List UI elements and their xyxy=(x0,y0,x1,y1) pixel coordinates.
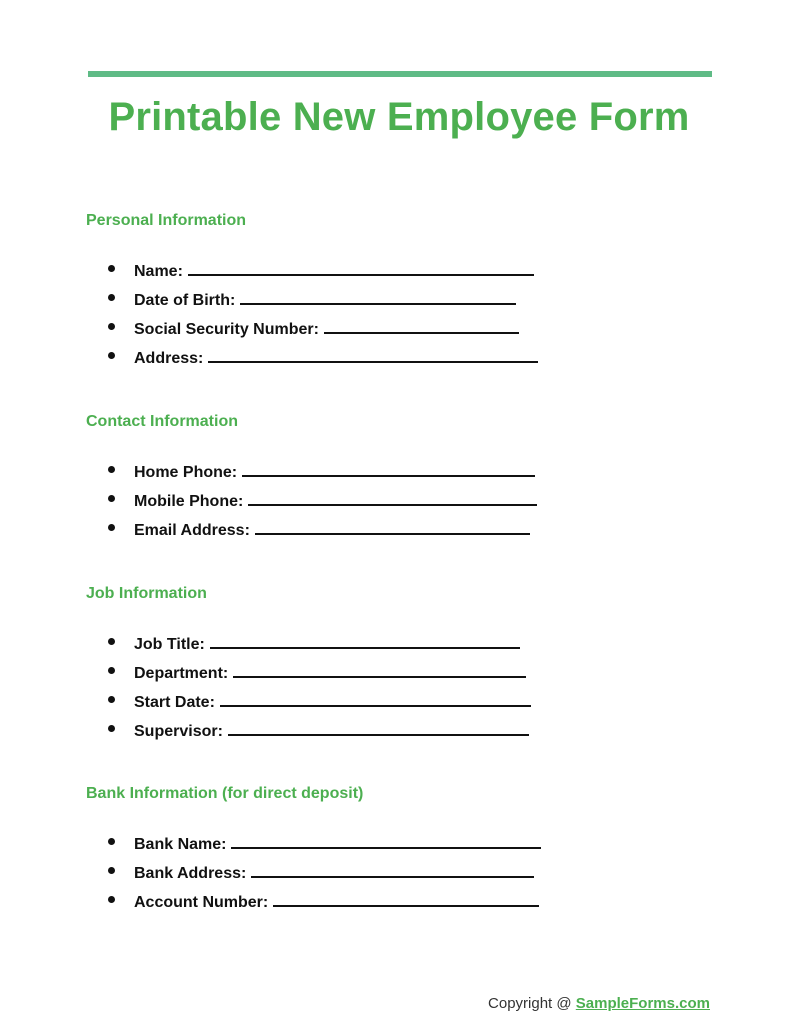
supervisor-blank-line[interactable] xyxy=(228,718,529,736)
start-date-blank-line[interactable] xyxy=(220,689,531,707)
ssn-blank-line[interactable] xyxy=(324,316,519,334)
date-of-birth-blank-line[interactable] xyxy=(240,287,516,305)
bullet-icon xyxy=(108,896,115,903)
field-label: Social Security Number: xyxy=(134,321,319,338)
field-label: Bank Address: xyxy=(134,865,247,882)
department-blank-line[interactable] xyxy=(233,660,526,678)
field-label: Date of Birth: xyxy=(134,292,236,309)
bullet-icon xyxy=(108,352,115,359)
field-label: Address: xyxy=(134,350,204,367)
section-heading: Personal Information xyxy=(86,212,247,229)
field-label: Name: xyxy=(134,263,183,280)
home-phone-blank-line[interactable] xyxy=(242,459,535,477)
copyright-text: Copyright @ xyxy=(488,995,576,1012)
bullet-icon xyxy=(108,524,115,531)
name-blank-line[interactable] xyxy=(188,258,534,276)
bullet-icon xyxy=(108,323,115,330)
copyright-footer xyxy=(488,995,710,1012)
email-address-blank-line[interactable] xyxy=(255,517,530,535)
bullet-icon xyxy=(108,265,115,272)
bullet-icon xyxy=(108,495,115,502)
field-label: Account Number: xyxy=(134,894,269,911)
mobile-phone-blank-line[interactable] xyxy=(248,488,537,506)
field-label: Job Title: xyxy=(134,636,205,653)
bullet-icon xyxy=(108,667,115,674)
bank-name-blank-line[interactable] xyxy=(231,831,541,849)
bullet-icon xyxy=(108,838,115,845)
field-label: Home Phone: xyxy=(134,464,238,481)
field-label: Supervisor: xyxy=(134,723,223,740)
address-blank-line[interactable] xyxy=(208,345,538,363)
bullet-icon xyxy=(108,294,115,301)
section-personal-information xyxy=(86,211,726,367)
section-heading: Contact Information xyxy=(86,413,238,430)
bullet-icon xyxy=(108,725,115,732)
section-heading: Job Information xyxy=(86,585,207,602)
top-accent-rule xyxy=(88,71,712,77)
bank-address-blank-line[interactable] xyxy=(251,860,534,878)
section-job-information xyxy=(86,584,726,740)
bullet-icon xyxy=(108,696,115,703)
bullet-icon xyxy=(108,466,115,473)
field-label: Mobile Phone: xyxy=(134,493,244,510)
page-title: Printable New Employee Form xyxy=(108,95,690,139)
field-label: Email Address: xyxy=(134,522,250,539)
section-contact-information xyxy=(86,412,726,539)
job-title-blank-line[interactable] xyxy=(210,631,520,649)
field-label: Department: xyxy=(134,665,229,682)
bullet-icon xyxy=(108,867,115,874)
field-label: Start Date: xyxy=(134,694,215,711)
brand-link[interactable]: SampleForms.com xyxy=(575,995,710,1012)
section-bank-information xyxy=(86,784,726,911)
account-number-blank-line[interactable] xyxy=(273,889,539,907)
bullet-icon xyxy=(108,638,115,645)
section-heading: Bank Information (for direct deposit) xyxy=(86,785,364,802)
field-label: Bank Name: xyxy=(134,836,227,853)
